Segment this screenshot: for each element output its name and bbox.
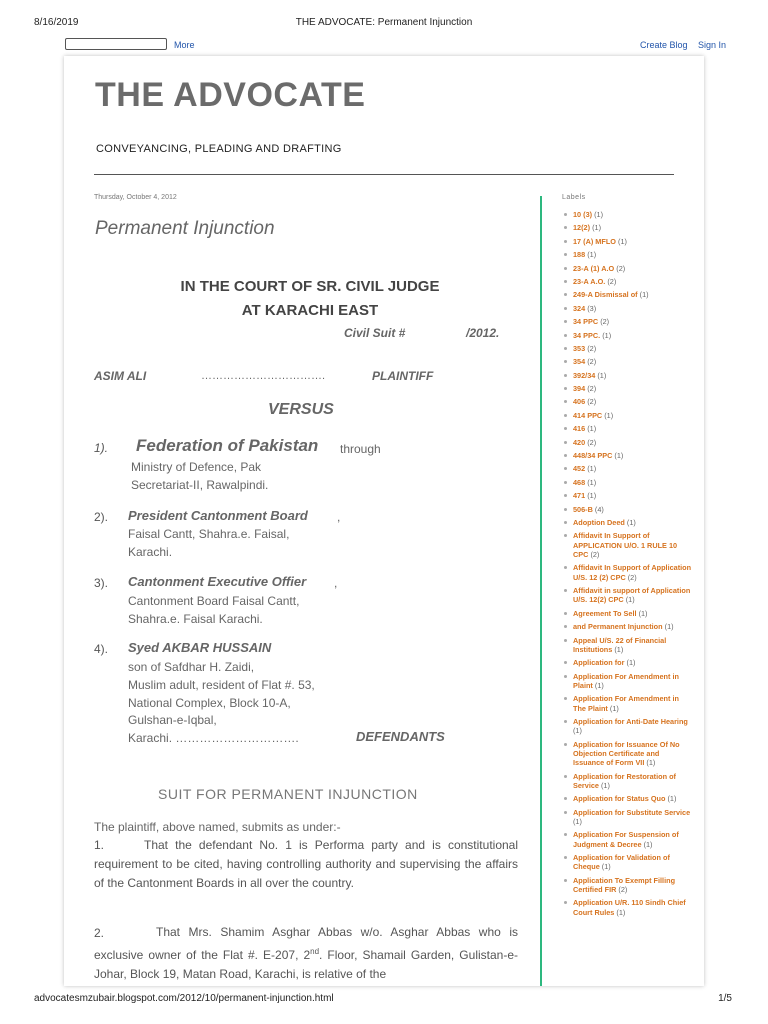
print-date: 8/16/2019: [34, 17, 79, 28]
label-count: (1): [626, 517, 636, 527]
bullet-icon: [564, 508, 567, 511]
bullet-icon: [564, 639, 567, 642]
bullet-icon: [564, 441, 567, 444]
bullet-icon: [564, 240, 567, 243]
bullet-icon: [564, 675, 567, 678]
label-item[interactable]: [562, 250, 692, 259]
defendant-2-number: 2).: [94, 510, 109, 524]
label-link[interactable]: 12(2): [573, 223, 591, 233]
label-count: (1): [594, 680, 604, 690]
label-count: (1): [618, 236, 627, 246]
bullet-icon: [564, 720, 567, 723]
paragraph-1-number: 1.: [94, 838, 105, 852]
defendant-1-through: through: [340, 442, 381, 456]
label-link[interactable]: Affidavit In Support of APPLICATION U/O. 1 RULE 10 CPC: [573, 531, 678, 559]
print-header: [0, 0, 768, 34]
label-count: (1): [573, 817, 582, 827]
label-link[interactable]: Application For Suspension of Judgment & Decree: [573, 830, 679, 849]
label-item[interactable]: [562, 210, 692, 219]
navbar-search-input[interactable]: [65, 38, 167, 50]
label-link[interactable]: Application for Substitute Service: [573, 807, 691, 817]
footer-page-number: 1/5: [718, 993, 732, 1004]
label-link[interactable]: Application for Issuance Of No Objection Certificate and Issuance of Form VII: [573, 739, 680, 768]
plaintiff-dots: …………………………….: [201, 370, 326, 382]
defendant-4-address-1: son of Safdhar H. Zaidi,: [128, 660, 255, 674]
label-link[interactable]: 249-A Dismissal of: [573, 290, 638, 300]
label-link[interactable]: 506-B: [573, 504, 593, 514]
label-link[interactable]: 34 PPC.: [573, 330, 601, 340]
label-link[interactable]: 23-A (1) A.O: [573, 263, 615, 273]
label-link[interactable]: 392/34: [573, 370, 596, 380]
versus-heading: VERSUS: [268, 401, 334, 418]
suit-number-label: Civil Suit #: [344, 326, 406, 340]
label-item[interactable]: [562, 636, 692, 655]
label-item[interactable]: [562, 609, 692, 618]
footer-url: advocatesmzubair.blogspot.com/2012/10/permanent-injunction.html: [34, 993, 334, 1004]
defendant-1-name: Federation of Pakistan: [136, 436, 319, 455]
defendant-3-number: 3).: [94, 576, 109, 590]
intro-text: The plaintiff, above named, submits as under:-: [94, 820, 341, 834]
label-item[interactable]: [562, 344, 692, 353]
label-count: (2): [590, 549, 600, 559]
bullet-icon: [564, 320, 567, 323]
label-link[interactable]: Agreement To Sell: [573, 608, 637, 618]
label-count: (2): [587, 343, 597, 353]
court-line-1: IN THE COURT OF SR. CIVIL JUDGE: [180, 278, 440, 295]
label-link[interactable]: Application for Anti-Date Hearing: [573, 716, 688, 726]
defendant-4-address-3: National Complex, Block 10-A,: [128, 696, 291, 710]
label-item[interactable]: [562, 586, 692, 605]
label-count: (1): [664, 622, 674, 632]
label-item[interactable]: [562, 830, 692, 849]
label-link[interactable]: Adoption Deed: [573, 517, 625, 527]
bullet-icon: [564, 811, 567, 814]
label-item[interactable]: [562, 371, 692, 380]
label-link[interactable]: Application for: [573, 658, 625, 668]
label-item[interactable]: [562, 451, 692, 460]
label-count: (1): [601, 780, 610, 790]
label-link[interactable]: 420: [573, 437, 586, 447]
bullet-icon: [564, 521, 567, 524]
court-line-2: AT KARACHI EAST: [241, 302, 379, 319]
label-item[interactable]: [562, 384, 692, 393]
bullet-icon: [564, 612, 567, 615]
label-count: (1): [587, 491, 597, 501]
label-count: (1): [614, 644, 624, 654]
plaintiff-label: PLAINTIFF: [372, 369, 434, 383]
defendant-3-comma: ,: [334, 576, 338, 590]
label-item[interactable]: [562, 658, 692, 667]
label-item[interactable]: [562, 317, 692, 326]
label-link[interactable]: Application for Validation of Cheque: [573, 853, 670, 872]
bullet-icon: [564, 280, 567, 283]
label-count: (2): [627, 572, 637, 582]
label-item[interactable]: [562, 794, 692, 803]
label-link[interactable]: Affidavit In Support of Application U/S. 12 (2) CPC: [573, 563, 692, 582]
label-item[interactable]: [562, 505, 692, 514]
label-count: (2): [587, 397, 597, 407]
defendant-4-number: 4).: [94, 642, 109, 656]
bullet-icon: [564, 743, 567, 746]
bullet-icon: [564, 697, 567, 700]
label-count: (1): [626, 658, 636, 668]
more-link[interactable]: More: [174, 40, 195, 50]
bullet-icon: [564, 374, 567, 377]
defendant-3-address-1: Cantonment Board Faisal Cantt,: [128, 594, 300, 608]
label-link[interactable]: 448/34 PPC: [573, 451, 613, 461]
label-link[interactable]: 471: [573, 491, 586, 501]
label-count: (1): [587, 464, 597, 474]
bullet-icon: [564, 833, 567, 836]
label-count: (2): [607, 276, 617, 286]
label-link[interactable]: Affidavit in support of Application U/S. 12(2) CPC: [573, 586, 691, 605]
label-count: (1): [638, 608, 648, 618]
label-item[interactable]: [562, 264, 692, 273]
bullet-icon: [564, 534, 567, 537]
create-blog-link[interactable]: Create Blog: [640, 40, 688, 50]
suit-heading: SUIT FOR PERMANENT INJUNCTION: [158, 786, 418, 802]
label-link[interactable]: 34 PPC: [573, 317, 599, 327]
bullet-icon: [564, 414, 567, 417]
label-count: (1): [667, 794, 677, 804]
bullet-icon: [564, 661, 567, 664]
label-count: (2): [600, 317, 610, 327]
label-item[interactable]: [562, 478, 692, 487]
bullet-icon: [564, 901, 567, 904]
bullet-icon: [564, 566, 567, 569]
label-item[interactable]: [562, 357, 692, 366]
label-link[interactable]: 394: [573, 384, 586, 394]
defendant-1-address-1: Ministry of Defence, Pak: [131, 460, 262, 474]
label-link[interactable]: 10 (3): [573, 210, 593, 219]
sidebar-divider: [540, 196, 542, 986]
label-item[interactable]: [562, 397, 692, 406]
bullet-icon: [564, 879, 567, 882]
label-link[interactable]: Application for Restoration of Service: [573, 771, 676, 790]
header-divider: [94, 174, 674, 175]
label-link[interactable]: 414 PPC: [573, 410, 603, 420]
label-item[interactable]: [562, 622, 692, 631]
blog-description: CONVEYANCING, PLEADING AND DRAFTING: [96, 143, 342, 155]
label-count: (1): [643, 839, 653, 849]
bullet-icon: [564, 226, 567, 229]
label-count: (1): [592, 223, 601, 233]
label-item[interactable]: [562, 694, 692, 713]
bullet-icon: [564, 589, 567, 592]
bullet-icon: [564, 494, 567, 497]
bullet-icon: [564, 253, 567, 256]
paragraph-2-part-a: That Mrs. Shamim Asghar Abbas w/o. Asghar Abbas who is exclusive owner of the Flat #. E-207, 2: [94, 925, 518, 962]
label-link[interactable]: 353: [573, 343, 586, 353]
label-count: (1): [597, 370, 607, 380]
suit-year: /2012.: [466, 326, 500, 340]
label-item[interactable]: [562, 438, 692, 447]
bullet-icon: [564, 427, 567, 430]
label-count: (2): [587, 384, 597, 394]
label-count: (1): [609, 703, 619, 713]
defendant-4-name: Syed AKBAR HUSSAIN: [128, 640, 272, 655]
label-count: (1): [616, 907, 626, 917]
label-count: (1): [602, 330, 612, 340]
labels-list: [562, 210, 692, 921]
label-link[interactable]: 354: [573, 357, 586, 367]
defendant-3-address-2: Shahra.e. Faisal Karachi.: [128, 612, 263, 626]
label-item[interactable]: [562, 411, 692, 420]
label-link[interactable]: 468: [573, 477, 586, 487]
paragraph-2-superscript: nd: [310, 947, 320, 956]
bullet-icon: [564, 347, 567, 350]
paragraph-2: [94, 923, 518, 984]
label-count: (1): [614, 451, 624, 461]
blogger-navbar: [0, 38, 768, 54]
label-link[interactable]: 324: [573, 303, 586, 313]
bullet-icon: [564, 454, 567, 457]
label-item[interactable]: [562, 518, 692, 527]
label-item[interactable]: [562, 304, 692, 313]
label-item[interactable]: [562, 277, 692, 286]
label-item[interactable]: [562, 237, 692, 246]
label-count: (2): [616, 263, 626, 273]
bullet-icon: [564, 267, 567, 270]
label-count: (2): [587, 357, 597, 367]
bullet-icon: [564, 307, 567, 310]
bullet-icon: [564, 467, 567, 470]
bullet-icon: [564, 797, 567, 800]
label-count: (1): [587, 477, 597, 487]
defendant-4-address-5: Karachi. ………………………….: [128, 731, 299, 745]
print-title: THE ADVOCATE: Permanent Injunction: [295, 17, 473, 28]
label-link[interactable]: Application U/R. 110 Sindh Chief Court Rules: [573, 898, 686, 917]
bullet-icon: [564, 293, 567, 296]
label-item[interactable]: [562, 424, 692, 433]
post-date: Thursday, October 4, 2012: [94, 194, 177, 201]
defendants-label: DEFENDANTS: [356, 729, 445, 744]
bullet-icon: [564, 334, 567, 337]
label-item[interactable]: [562, 898, 692, 917]
defendant-2-name: President Cantonment Board: [128, 508, 308, 523]
label-count: (2): [587, 437, 597, 447]
bullet-icon: [564, 625, 567, 628]
label-item[interactable]: [562, 331, 692, 340]
paragraph-1: That the defendant No. 1 is Performa party and is constitutional requirement to be cited, having controlling authority and supervising the affairs of the Cantonment Boards in all over the country.: [94, 838, 518, 890]
label-link[interactable]: 188: [573, 250, 586, 260]
label-link[interactable]: Application To Exempt Filling Certified FIR: [573, 875, 676, 895]
label-link[interactable]: 17 (A) MFLO: [573, 236, 616, 246]
label-item[interactable]: [562, 876, 692, 895]
label-item[interactable]: [562, 223, 692, 232]
label-item[interactable]: [562, 772, 692, 791]
label-item[interactable]: [562, 672, 692, 691]
label-count: (3): [587, 303, 597, 313]
bullet-icon: [564, 360, 567, 363]
label-link[interactable]: 452: [573, 464, 586, 474]
label-item[interactable]: [562, 563, 692, 582]
label-link[interactable]: Application For Amendment in The Plaint: [573, 694, 679, 713]
label-item[interactable]: [562, 531, 692, 559]
bullet-icon: [564, 775, 567, 778]
bullet-icon: [564, 213, 567, 216]
label-count: (1): [587, 250, 597, 260]
paragraph-2-part-b: . Floor, Shamail Garden, Gulistan-e-Johar, Block 19, Matan Road, Karachi, is relative of the: [94, 948, 518, 981]
label-item[interactable]: [562, 491, 692, 500]
blog-title[interactable]: THE ADVOCATE: [95, 76, 366, 114]
bullet-icon: [564, 387, 567, 390]
bullet-icon: [564, 856, 567, 859]
label-count: (1): [625, 595, 635, 605]
label-link[interactable]: and Permanent Injunction: [573, 622, 663, 632]
label-item[interactable]: [562, 853, 692, 872]
label-count: (1): [594, 210, 604, 219]
label-link[interactable]: 406: [573, 397, 586, 407]
label-count: (2): [618, 885, 628, 895]
label-count: (4): [594, 504, 604, 514]
sign-in-link[interactable]: Sign In: [698, 40, 727, 50]
label-count: (1): [604, 410, 614, 420]
label-link[interactable]: Appeal U/S. 22 of Financial Institutions: [573, 635, 667, 654]
defendant-3-name: Cantonment Executive Offier: [128, 574, 307, 589]
defendant-2-comma: ,: [337, 510, 341, 524]
label-count: (1): [573, 726, 582, 736]
label-count: (1): [646, 758, 656, 768]
label-link[interactable]: Application For Amendment in Plaint: [573, 671, 679, 690]
defendant-1-address-2: Secretariat-II, Rawalpindi.: [131, 478, 269, 492]
label-item[interactable]: [562, 464, 692, 473]
plaintiff-name: ASIM ALI: [94, 369, 147, 383]
post-title[interactable]: Permanent Injunction: [95, 218, 275, 239]
defendant-1-number: 1).: [94, 441, 109, 455]
label-item[interactable]: [562, 717, 692, 736]
label-link[interactable]: 23-A A.O.: [573, 276, 606, 286]
label-link[interactable]: 416: [573, 424, 586, 434]
defendant-2-address-2: Karachi.: [128, 545, 173, 559]
label-count: (1): [587, 424, 597, 434]
label-count: (1): [601, 862, 611, 872]
label-count: (1): [639, 290, 649, 300]
label-link[interactable]: Application for Status Quo: [573, 794, 666, 804]
label-item[interactable]: [562, 808, 692, 827]
defendant-2-address-1: Faisal Cantt, Shahra.e. Faisal,: [128, 527, 290, 541]
bullet-icon: [564, 481, 567, 484]
bullet-icon: [564, 400, 567, 403]
label-item[interactable]: [562, 290, 692, 299]
defendant-4-address-2: Muslim adult, resident of Flat #. 53,: [128, 678, 315, 692]
label-item[interactable]: [562, 740, 692, 768]
defendant-4-address-4: Gulshan-e-Iqbal,: [128, 713, 217, 727]
paragraph-2-number: 2.: [94, 926, 105, 940]
labels-heading: Labels: [562, 194, 586, 201]
